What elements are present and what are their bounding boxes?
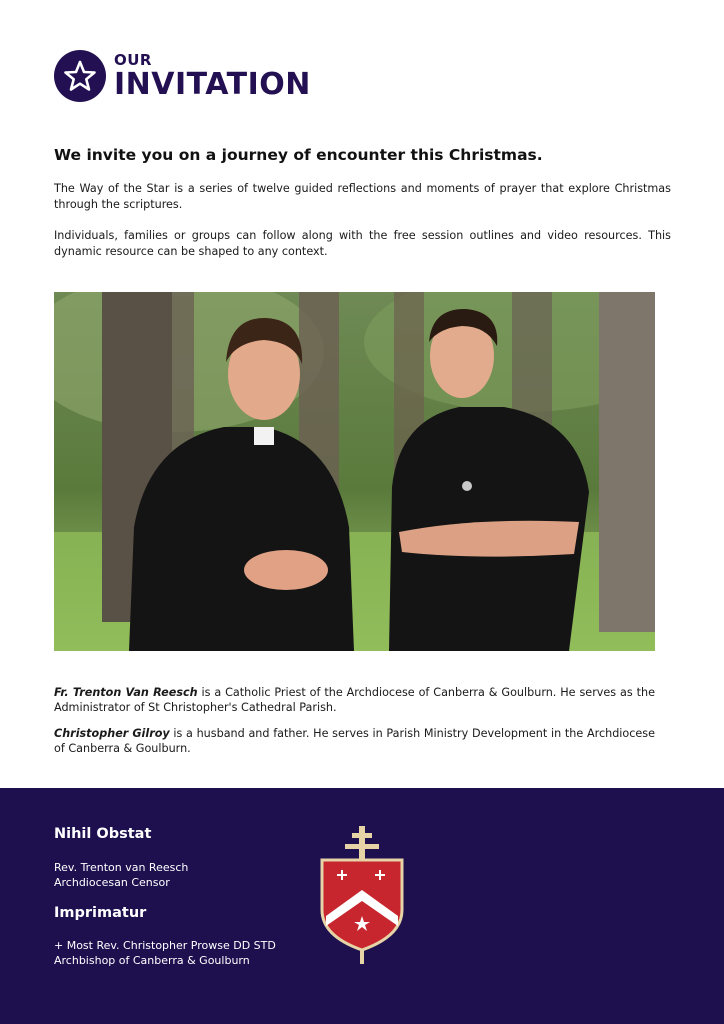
page-header [54, 50, 311, 102]
footer-band [0, 788, 724, 1024]
header-title: INVITATION [114, 66, 311, 102]
bio-christopher [54, 726, 655, 756]
nihil-obstat-line-2: Archdiocesan Censor [54, 876, 170, 889]
lead-heading: We invite you on a journey of encounter this Christmas. [54, 146, 543, 164]
imprimatur-line-1: + Most Rev. Christopher Prowse DD STD [54, 939, 276, 952]
bio-text-christopher: is a husband and father. He serves in Parish Ministry Development in the Archdiocese of Canberra & Goulburn. [54, 727, 655, 755]
star-icon [63, 59, 97, 93]
bio-text-trenton: is a Catholic Priest of the Archdiocese of Canberra & Goulburn. He serves as the Administrator of St Christopher's Cathedral Parish. [54, 686, 655, 714]
archdiocese-crest-icon [318, 824, 406, 964]
nihil-obstat-line-1: Rev. Trenton van Reesch [54, 861, 189, 874]
header-small-title: OUR [114, 50, 152, 69]
imprimatur-line-2: Archbishop of Canberra & Goulburn [54, 954, 250, 967]
bio-trenton [54, 685, 655, 715]
intro-paragraph-2: Individuals, families or groups can follow along with the free session outlines and video resources. This dynamic resource can be shaped to any context. [54, 229, 671, 258]
bio-name-christopher: Christopher Gilroy [54, 727, 170, 740]
authors-photo [54, 292, 655, 651]
bio-name-trenton: Fr. Trenton Van Reesch [54, 686, 198, 699]
imprimatur-heading: Imprimatur [54, 905, 147, 921]
intro-paragraph-1: The Way of the Star is a series of twelve guided reflections and moments of prayer that explore Christmas through the scriptures. [54, 182, 671, 211]
nihil-obstat-heading: Nihil Obstat [54, 826, 152, 842]
star-badge [54, 50, 106, 102]
